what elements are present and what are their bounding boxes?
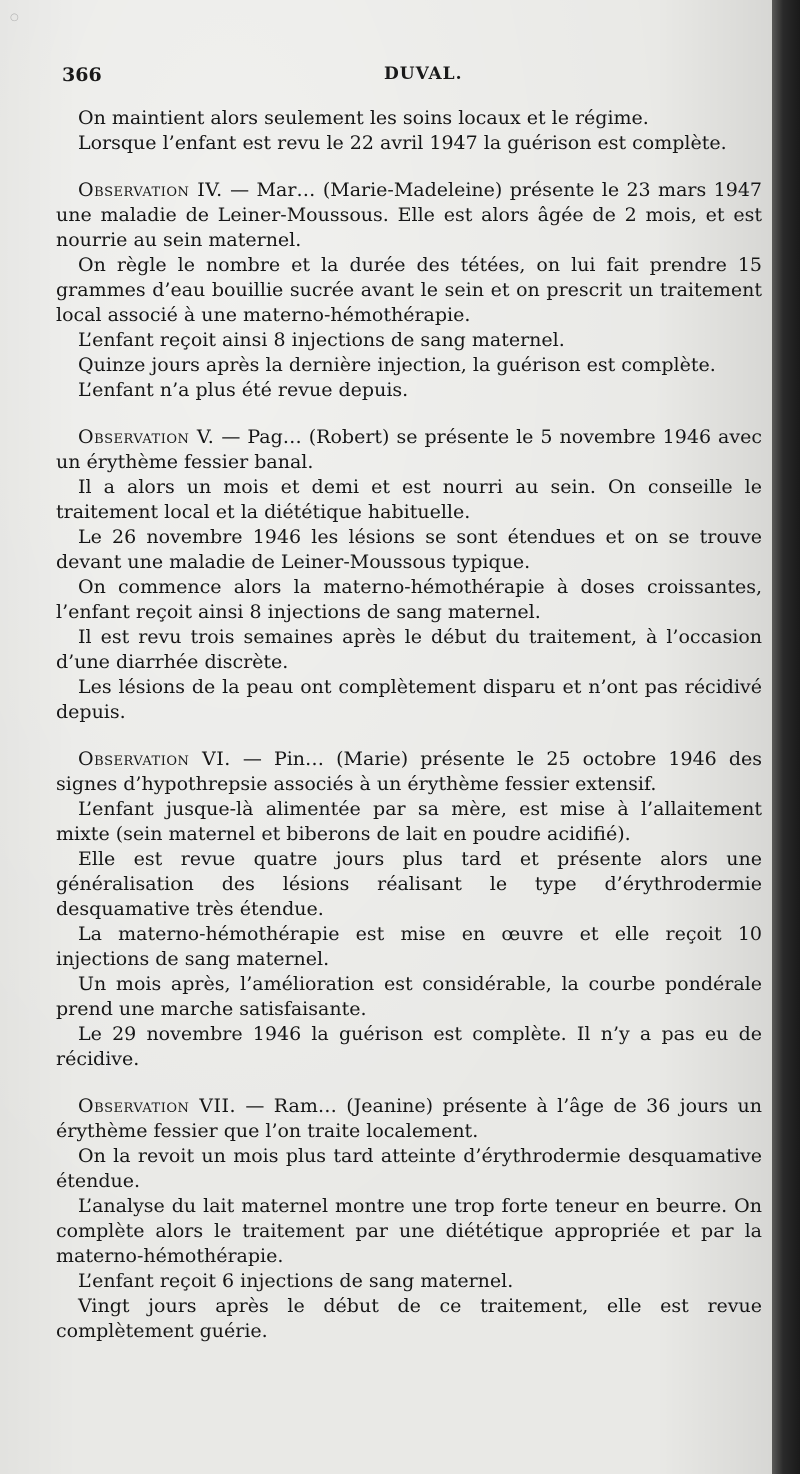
paragraph: L’analyse du lait maternel montre une trop forte teneur en beurre. On complète alors le traitement par une diététique appropriée et par la materno-hémothérapie.	[56, 1195, 762, 1267]
corner-mark: ○	[10, 12, 19, 23]
observation-label: Observation V.	[78, 426, 215, 448]
paragraph: Le 29 novembre 1946 la guérison est complète. Il n’y a pas eu de récidive.	[56, 1023, 762, 1070]
paragraph: Elle est revue quatre jours plus tard et présente alors une généralisation des lésions réalisant le type d’érythrodermie desquamative très étendue.	[56, 848, 762, 920]
observation-label: Observation VI.	[78, 748, 231, 770]
paragraph: On commence alors la materno-hémothérapie à doses croissantes, l’enfant reçoit ainsi 8 injections de sang maternel.	[56, 576, 762, 623]
paragraph: Lorsque l’enfant est revu le 22 avril 1947 la guérison est complète.	[78, 132, 727, 154]
paragraph: Quinze jours après la dernière injection, la guérison est complète.	[78, 354, 716, 376]
observation-paragraph: Observation VI. — Pin… (Marie) présente le 25 octobre 1946 des signes d’hypothrepsie associés à un érythème fessier extensif.	[56, 748, 763, 795]
paragraph: Il a alors un mois et demi et est nourri au sein. On conseille le traitement local et la diététique habituelle.	[56, 476, 762, 523]
paragraph: On la revoit un mois plus tard atteinte d’érythrodermie desquamative étendue.	[56, 1145, 762, 1192]
page-header	[62, 64, 762, 94]
paragraph: Les lésions de la peau ont complètement disparu et n’ont pas récidivé depuis.	[56, 676, 762, 723]
running-head: DUVAL.	[384, 64, 463, 84]
page-number: 366	[62, 64, 102, 86]
observation-paragraph: Observation IV. — Mar… (Marie-Madeleine) présente le 23 mars 1947 une maladie de Leiner-Moussous. Elle est alors âgée de 2 mois, et est nourrie au sein maternel.	[56, 179, 763, 251]
observation-paragraph: Observation VII. — Ram… (Jeanine) présente à l’âge de 36 jours un érythème fessier que l’on traite localement.	[56, 1095, 762, 1142]
paragraph: L’enfant n’a plus été revue depuis.	[78, 379, 409, 401]
paragraph: Il est revu trois semaines après le début du traitement, à l’occasion d’une diarrhée discrète.	[56, 626, 762, 673]
paragraph: Un mois après, l’amélioration est considérable, la courbe pondérale prend une marche satisfaisante.	[56, 973, 762, 1020]
paragraph: Vingt jours après le début de ce traitement, elle est revue complètement guérie.	[56, 1295, 762, 1342]
paragraph: La materno-hémothérapie est mise en œuvre et elle reçoit 10 injections de sang maternel.	[56, 923, 762, 970]
paragraph: L’enfant reçoit 6 injections de sang maternel.	[78, 1270, 514, 1292]
observation-label: Observation IV.	[78, 179, 223, 201]
observation-label: Observation VII.	[78, 1095, 237, 1117]
paragraph: On règle le nombre et la durée des tétées, on lui fait prendre 15 grammes d’eau bouillie sucrée avant le sein et on prescrit un traitement local associé à une materno-hémothérapie.	[56, 254, 762, 326]
observation-paragraph: Observation V. — Pag… (Robert) se présente le 5 novembre 1946 avec un érythème fessier banal.	[56, 426, 762, 473]
paragraph: On maintient alors seulement les soins locaux et le régime.	[78, 107, 649, 129]
paragraph: L’enfant jusque-là alimentée par sa mère, est mise à l’allaitement mixte (sein maternel et biberons de lait en poudre acidifié).	[56, 798, 762, 845]
paragraph: L’enfant reçoit ainsi 8 injections de sang maternel.	[78, 329, 565, 351]
text-body	[56, 106, 762, 1344]
book-binding-edge	[772, 0, 800, 1474]
paragraph: Le 26 novembre 1946 les lésions se sont étendues et on se trouve devant une maladie de Leiner-Moussous typique.	[56, 526, 762, 573]
